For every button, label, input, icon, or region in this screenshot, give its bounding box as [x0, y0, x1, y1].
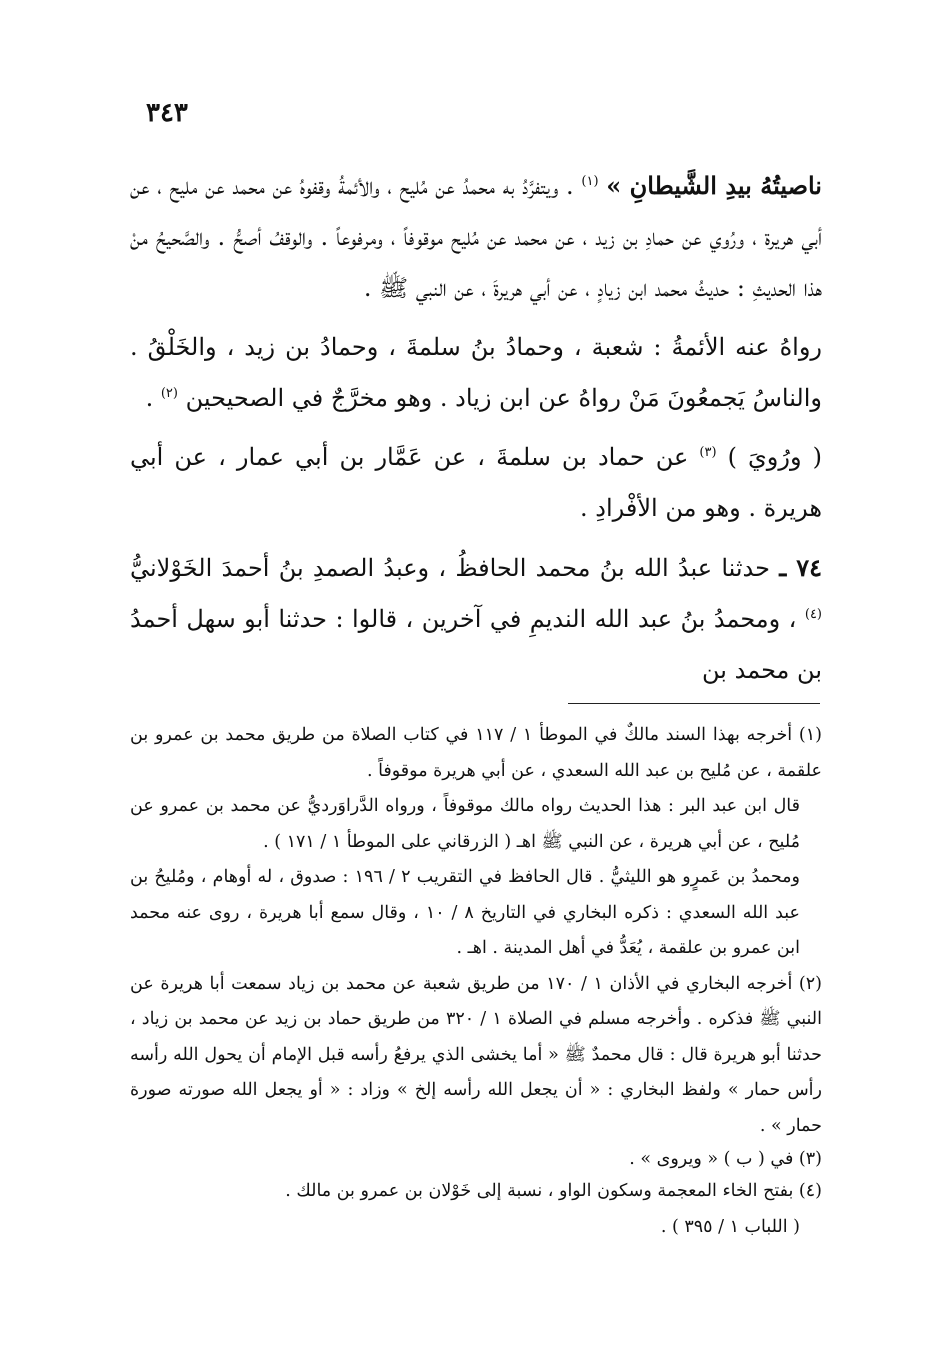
footnote-1-continuation-2: ومحمدُ بن عَمرٍو هو الليثيُّ . قال الحافظ في التقريب ٢ / ١٩٦ : صدوق ، له أوهام ، ومُليحُ بن عبد الله السعدي : ذكره البخاري في التاريخ ٨ / ١٠ ، وقال سمع أبا هريرة ، روى عنه محمد ابن عمرو بن علقمة ، يُعَدُّ في أهل المدينة . اهـ . — [130, 867, 800, 958]
paragraph-1 — [130, 160, 822, 314]
paragraph-2-text: رواهُ عنه الأئمةُ : شعبة ، وحمادُ بنُ سلمةَ ، وحمادُ بن زيد ، والخَلْقُ . والناسُ يَجمعُونَ مَنْ رواهُ عن ابن زياد . وهو مخرَّجٌ في الصحيحين — [130, 333, 822, 412]
footnote-ref-2[interactable]: (٢) — [160, 386, 178, 401]
paragraph-4-text-2: ، ومحمدُ بنُ عبد الله النديمِ في آخرين ، قالوا : حدثنا أبو سهل أحمدُ بن محمد بن — [130, 605, 822, 684]
footnote-divider — [568, 703, 820, 704]
footnote-4-source: ( اللباب ١ / ٣٩٥ ) . — [660, 1216, 800, 1237]
footnote-2: (٢) أخرجه البخاري في الأذان ١ / ١٧٠ من طريق شعبة عن محمد بن زياد سمعت أبا هريرة عن النبي ﷺ فذكره . وأخرجه مسلم في الصلاة ١ / ٣٢٠ من طريق حماد بن زيد عن محمد بن زياد ، حدثنا أبو هريرة قال : قال محمدٌ ﷺ « أما يخشى الذي يرفعُ رأسه قبل الإمام أن يحول الله رأسه رأس حمار » ولفظ البخاري : « أن يجعل الله رأسه إلخ » وزاد : « أو يجعل الله صورته صورة حمار » . — [130, 973, 822, 1136]
footnote-3: (٣) في ( ب ) « ويروى » . — [629, 1149, 822, 1169]
paragraph-3-start: ( ورُويَ ) — [727, 443, 822, 471]
paragraph-2 — [130, 322, 822, 424]
footnote-1: (١) أخرجه بهذا السند مالكٌ في الموطأ ١ / ١١٧ في كتاب الصلاة من طريق محمد بن عمرو بن علقمة ، عن مُليح بن عبد الله السعدي ، عن أبي هريرة موقوفاً . — [130, 725, 822, 781]
footnote-1-continuation-1: قال ابن عبد البر : هذا الحديث رواه مالك موقوفاً ، ورواه الدَّراوَرديُّ عن محمد بن عمرو عن مُليح ، عن أبي هريرة ، عن النبي ﷺ اهـ ( الزرقاني على الموطأ ١ / ١٧١ ) . — [130, 796, 800, 852]
paragraph-3 — [130, 432, 822, 534]
paragraph-1-bold-lead: ناصيتُهُ بيدِ الشَّيطانِ » — [606, 171, 822, 200]
footnotes — [130, 718, 822, 1245]
paragraph-4 — [130, 542, 822, 696]
page-number: ٣٤٣ — [146, 98, 188, 128]
footnote-ref-4[interactable]: (٤) — [804, 607, 822, 622]
paragraph-2-end: . — [145, 384, 161, 412]
main-text — [130, 160, 822, 704]
paragraph-1-text: . ويتفرَّدُ به محمدُ عن مُليح ، والأئمةُ وقفوهُ عن محمد عن مليح ، عن أبي هريرة ، ورُوي عن حمادِ بن زيد ، عن محمد عن مُليح موقوفاً ، ومرفوعاً . والوقفُ أصحُّ . والصَّحيحُ منْ هذا الحديثِ : حديثُ محمد ابن زيادٍ ، عن أبي هريرةَ ، عن النبي ﷺ . — [130, 172, 822, 302]
footnote-ref-1[interactable]: (١) — [581, 174, 599, 189]
hadith-number: ٧٤ ـ — [779, 553, 822, 582]
paragraph-3-text: عن حماد بن سلمةَ ، عن عَمَّار بن أبي عمار ، عن أبي هريرة . وهو من الأفْرادِ . — [130, 443, 822, 522]
footnote-ref-3[interactable]: (٣) — [699, 445, 717, 460]
paragraph-4-text-1: حدثنا عبدُ الله بنُ محمد الحافظُ ، وعبدُ الصمدِ بنُ أحمدَ الخَوْلانيُّ — [130, 554, 780, 582]
footnote-4: (٤) بفتح الخاء المعجمة وسكون الواو ، نسبة إلى خَوْلان بن عمرو بن مالك . — [285, 1181, 822, 1201]
